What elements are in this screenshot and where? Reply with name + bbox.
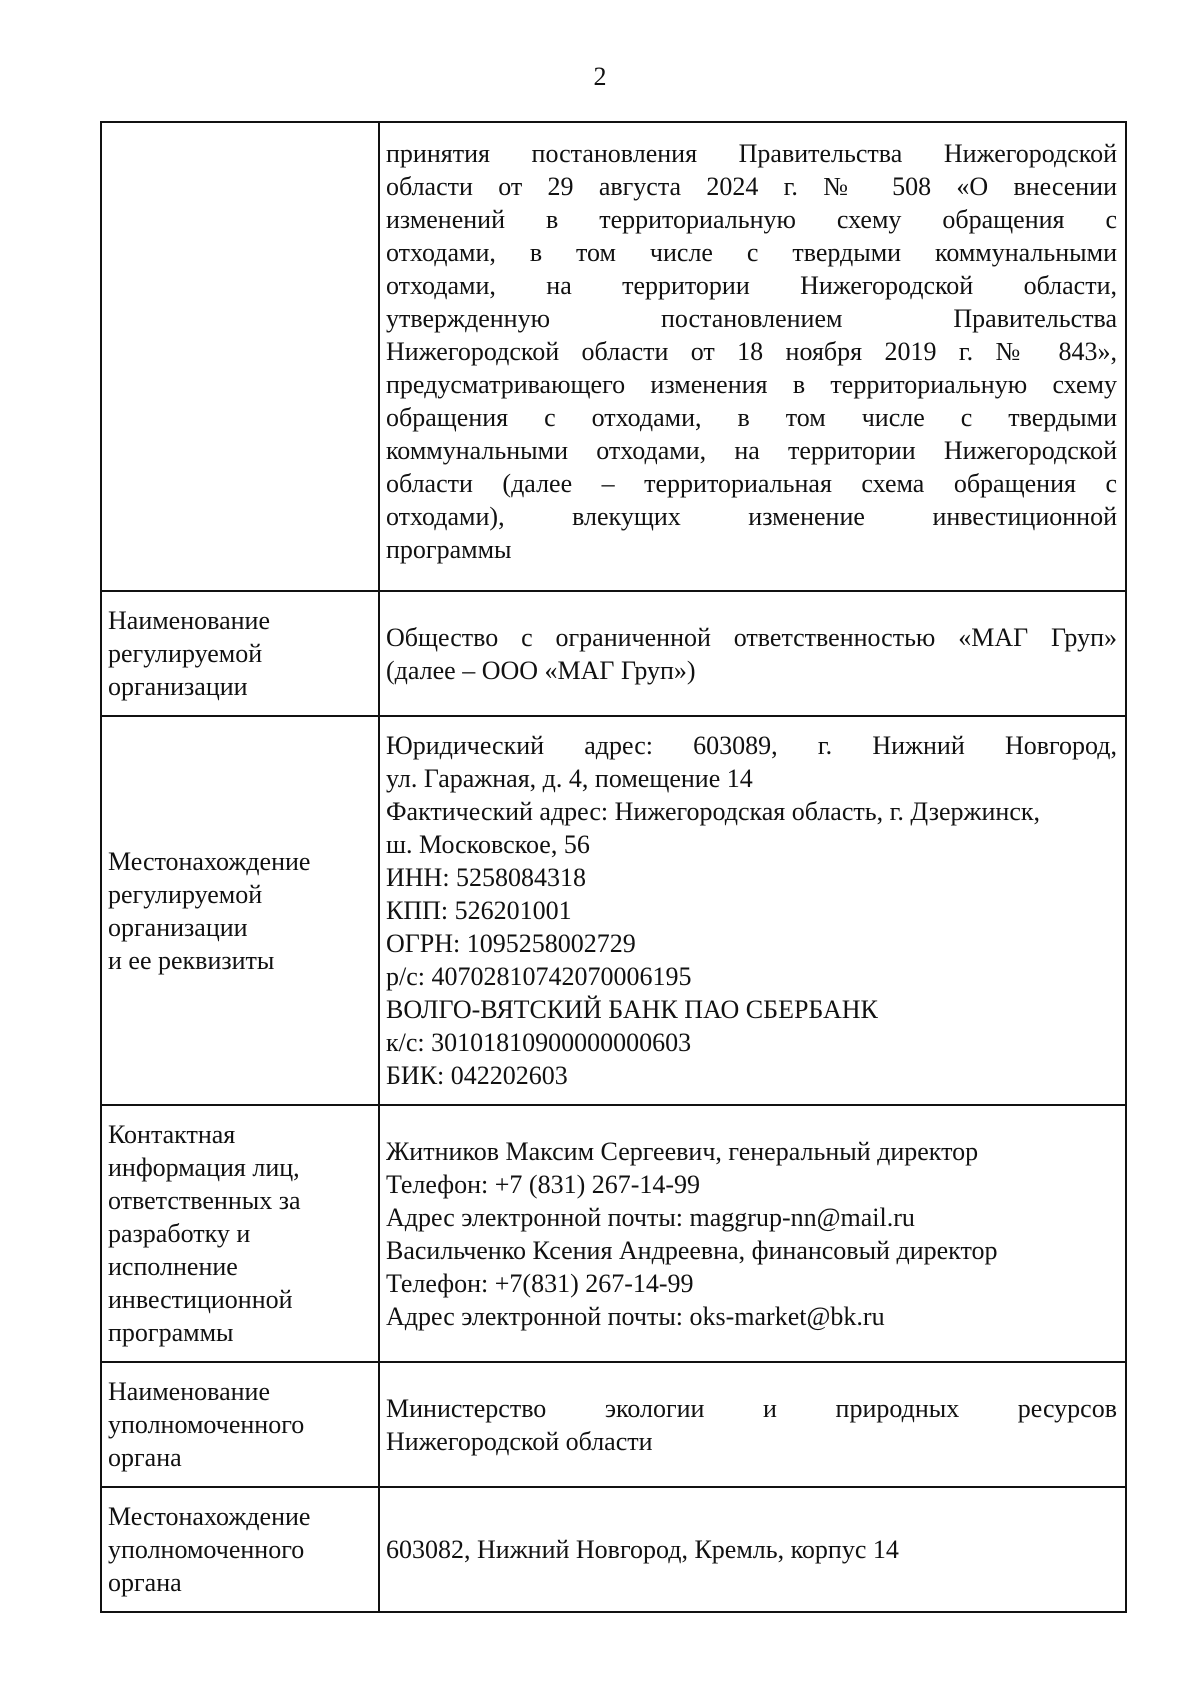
text-line: ул. Гаражная, д. 4, помещение 14 xyxy=(386,764,753,793)
contact-info-cell xyxy=(379,1105,1126,1362)
page-number: 2 xyxy=(593,62,607,91)
label-line: ответственных за xyxy=(108,1186,301,1215)
text-line: ИНН: 5258084318 xyxy=(386,863,587,892)
table-row xyxy=(101,1105,1126,1362)
text-line: коммунальными отходами, на территории Нижегородской xyxy=(386,436,1117,465)
label-line: исполнение xyxy=(108,1252,238,1281)
text-line: ш. Московское, 56 xyxy=(386,830,590,859)
text-line: Житников Максим Сергеевич, генеральный директор xyxy=(386,1136,979,1166)
text-line: обращения с отходами, в том числе с твердыми xyxy=(386,403,1117,432)
document-table xyxy=(100,121,1127,1613)
label-line: организации xyxy=(108,672,248,701)
text-line: (далее – ООО «МАГ Груп») xyxy=(386,655,696,685)
text-line: изменений в территориальную схему обращения с xyxy=(386,205,1117,234)
authorized-body-location-cell xyxy=(379,1487,1126,1612)
subject-description-cell xyxy=(379,122,1126,591)
text-line: БИК: 042202603 xyxy=(386,1061,568,1090)
label-cell xyxy=(101,1105,379,1362)
label-line: Местонахождение xyxy=(108,846,311,876)
text-line: программы xyxy=(386,535,512,564)
text-line: к/с: 30101810900000000603 xyxy=(386,1028,692,1057)
label-cell xyxy=(101,716,379,1105)
text-line: Адрес электронной почты: oks-market@bk.ru xyxy=(386,1301,885,1331)
text-line: Фактический адрес: Нижегородская область, г. Дзержинск, xyxy=(386,797,1040,826)
text-line: принятия постановления Правительства Нижегородской xyxy=(386,139,1117,168)
text-line: Телефон: +7 (831) 267-14-99 xyxy=(386,1169,701,1199)
text-line: утвержденную постановлением Правительства xyxy=(386,304,1117,333)
label-line: разработку и xyxy=(108,1219,251,1248)
text-line: отходами), влекущих изменение инвестиционной xyxy=(386,502,1117,531)
label-line: органа xyxy=(108,1443,182,1472)
organization-requisites-cell xyxy=(379,716,1126,1105)
text-line: Нижегородской области от 18 ноября 2019 г. № 843», xyxy=(386,337,1117,366)
table-row xyxy=(101,591,1126,716)
label-line: Наименование xyxy=(108,606,270,635)
label-line: информация лиц, xyxy=(108,1153,300,1182)
label-line: уполномоченного xyxy=(108,1410,305,1439)
label-cell xyxy=(101,1487,379,1612)
label-line: Местонахождение xyxy=(108,1502,311,1531)
text-line: области от 29 августа 2024 г. № 508 «О внесении xyxy=(386,172,1117,201)
text-line: Юридический адрес: 603089, г. Нижний Новгород, xyxy=(386,731,1117,760)
table-row xyxy=(101,1487,1126,1612)
label-line: органа xyxy=(108,1568,182,1597)
label-line: Контактная xyxy=(108,1120,236,1149)
label-line: программы xyxy=(108,1318,234,1347)
label-cell xyxy=(101,591,379,716)
text-line: Общество с ограниченной ответственностью «МАГ Груп» xyxy=(386,622,1117,652)
table-row xyxy=(101,1362,1126,1487)
label-line: Наименование xyxy=(108,1377,270,1406)
text-line: Нижегородской области xyxy=(386,1426,653,1456)
text-line: Васильченко Ксения Андреевна, финансовый директор xyxy=(386,1235,998,1265)
text-line: Министерство экологии и природных ресурсов xyxy=(386,1393,1117,1423)
text-line: 603082, Нижний Новгород, Кремль, корпус 14 xyxy=(386,1535,899,1564)
text-line: области (далее – территориальная схема обращения с xyxy=(386,469,1117,498)
text-line: отходами, в том числе с твердыми коммунальными xyxy=(386,238,1117,267)
label-line: регулируемой xyxy=(108,879,263,909)
label-line: и ее реквизиты xyxy=(108,945,275,975)
label-cell-empty xyxy=(101,122,379,591)
table-row xyxy=(101,122,1126,591)
label-line: организации xyxy=(108,912,248,942)
text-line: Телефон: +7(831) 267-14-99 xyxy=(386,1268,694,1298)
label-line: инвестиционной xyxy=(108,1285,293,1314)
text-line: р/с: 40702810742070006195 xyxy=(386,962,692,991)
label-line: уполномоченного xyxy=(108,1535,305,1564)
text-line: предусматривающего изменения в территориальную схему xyxy=(386,370,1117,399)
text-line: ОГРН: 1095258002729 xyxy=(386,929,636,958)
organization-name-cell xyxy=(379,591,1126,716)
text-line: ВОЛГО-ВЯТСКИЙ БАНК ПАО СБЕРБАНК xyxy=(386,995,878,1024)
authorized-body-name-cell xyxy=(379,1362,1126,1487)
text-line: КПП: 526201001 xyxy=(386,896,572,925)
label-line: регулируемой xyxy=(108,639,263,668)
label-cell xyxy=(101,1362,379,1487)
table-row xyxy=(101,716,1126,1105)
text-line: Адрес электронной почты: maggrup-nn@mail.ru xyxy=(386,1202,915,1232)
text-line: отходами, на территории Нижегородской области, xyxy=(386,271,1117,300)
